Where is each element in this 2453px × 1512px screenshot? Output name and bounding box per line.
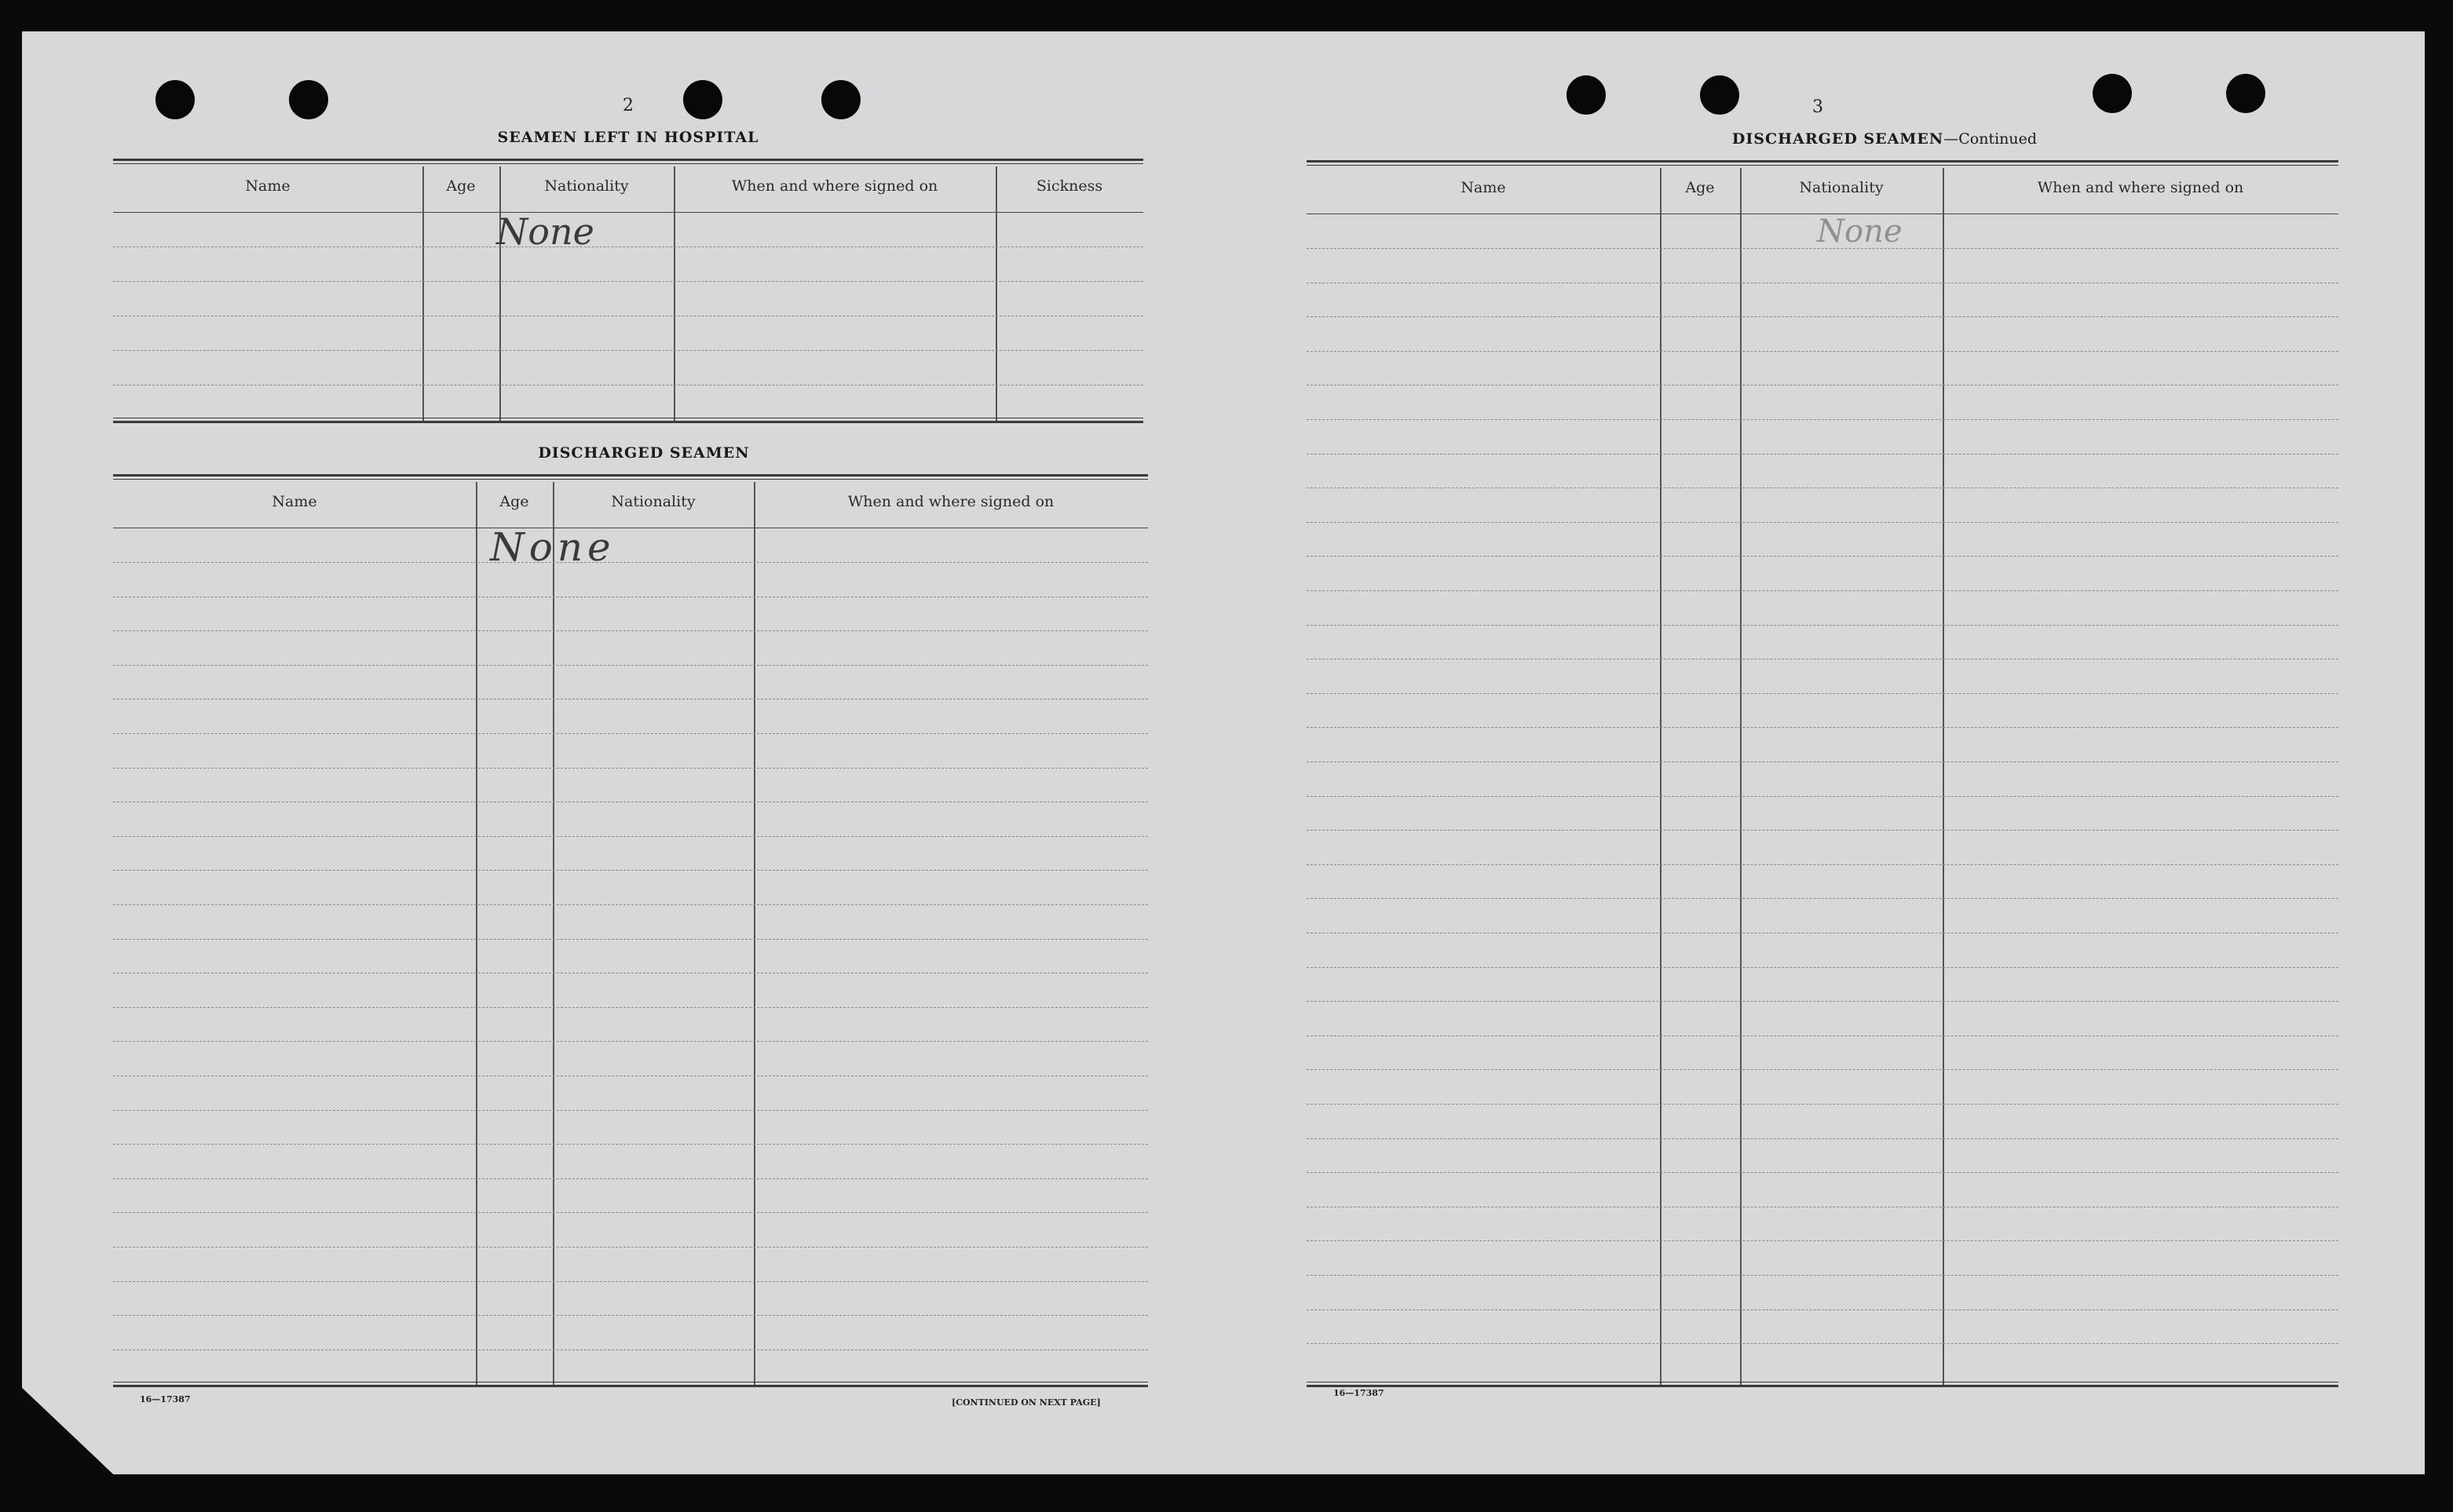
table-top-rule — [1307, 160, 2338, 166]
table-row — [113, 1349, 1148, 1350]
table-row — [1307, 1001, 2338, 1002]
column-header-sickness: Sickness — [1036, 177, 1103, 195]
column-divider — [499, 166, 501, 422]
table-row — [1307, 830, 2338, 831]
table-row — [1307, 967, 2338, 968]
table-row — [1307, 864, 2338, 865]
table-row — [1307, 693, 2338, 694]
column-divider — [754, 482, 755, 1385]
column-divider — [553, 482, 554, 1385]
table-row — [113, 350, 1143, 351]
table-row — [1307, 727, 2338, 728]
page-number-left: 2 — [623, 96, 634, 115]
column-header-age: Age — [499, 493, 529, 510]
table-row — [1307, 590, 2338, 591]
discharged-continued-title — [1618, 130, 2151, 148]
table-row — [113, 281, 1143, 282]
column-divider — [674, 166, 675, 422]
table-row — [1307, 1309, 2338, 1310]
column-divider — [996, 166, 997, 422]
table-row — [113, 630, 1148, 631]
table-row — [1307, 761, 2338, 762]
table-top-rule — [113, 474, 1148, 480]
column-divider — [422, 166, 424, 422]
table-bottom-rule — [113, 1382, 1148, 1387]
table-row — [1307, 796, 2338, 797]
column-header-name: Name — [272, 493, 317, 510]
binder-hole — [289, 80, 328, 119]
table-row — [113, 665, 1148, 666]
table-row — [113, 562, 1148, 563]
table-row — [1307, 556, 2338, 557]
handwritten-entry: None — [496, 210, 594, 253]
table-row — [113, 904, 1148, 905]
handwritten-entry: None — [490, 524, 616, 570]
table-row — [113, 1110, 1148, 1111]
table-row — [113, 836, 1148, 837]
title-main: DISCHARGED SEAMEN — [1731, 130, 1944, 148]
column-divider — [476, 482, 477, 1385]
binder-hole — [155, 80, 195, 119]
table-row — [1307, 316, 2338, 317]
binder-hole — [1566, 75, 1606, 115]
header-rule — [113, 212, 1143, 213]
binder-hole — [2093, 74, 2132, 113]
column-header-nationality: Nationality — [611, 493, 696, 510]
table-row — [1307, 1240, 2338, 1241]
table-row — [1307, 1035, 2338, 1036]
table-row — [113, 1041, 1148, 1042]
title-continued: —Continued — [1943, 130, 2038, 148]
table-bottom-rule — [113, 418, 1143, 423]
table-row — [1307, 1104, 2338, 1105]
table-row — [113, 939, 1148, 940]
table-row — [1307, 898, 2338, 899]
column-header-signed-on: When and where signed on — [2037, 179, 2244, 196]
column-header-name: Name — [1460, 179, 1506, 196]
column-header-nationality: Nationality — [1799, 179, 1884, 196]
table-row — [113, 1144, 1148, 1145]
hospital-table — [113, 159, 1143, 425]
column-header-age: Age — [446, 177, 476, 195]
form-number-right: 16—17387 — [1333, 1388, 1384, 1398]
binder-hole — [821, 80, 861, 119]
form-number-left: 16—17387 — [140, 1394, 191, 1404]
table-row — [113, 733, 1148, 734]
table-row — [113, 1178, 1148, 1179]
table-row — [1307, 1172, 2338, 1173]
table-row — [113, 1281, 1148, 1282]
discharged-continued-table — [1307, 160, 2338, 1390]
table-row — [1307, 1069, 2338, 1070]
table-row — [1307, 522, 2338, 523]
table-top-rule — [113, 159, 1143, 164]
table-row — [1307, 625, 2338, 626]
page-number-right: 3 — [1812, 97, 1823, 117]
table-row — [113, 870, 1148, 871]
discharged-table — [113, 474, 1148, 1390]
discharged-section-title: DISCHARGED SEAMEN — [538, 444, 750, 462]
table-row — [113, 768, 1148, 769]
table-row — [113, 1007, 1148, 1008]
table-row — [1307, 454, 2338, 455]
table-row — [1307, 1275, 2338, 1276]
table-row — [1307, 1138, 2338, 1139]
column-header-name: Name — [245, 177, 291, 195]
hospital-section-title: SEAMEN LEFT IN HOSPITAL — [497, 129, 759, 146]
column-header-age: Age — [1685, 179, 1715, 196]
column-header-signed-on: When and where signed on — [847, 493, 1055, 510]
binder-hole — [683, 80, 722, 119]
column-header-nationality: Nationality — [544, 177, 629, 195]
binder-hole — [1700, 75, 1739, 115]
table-row — [1307, 351, 2338, 352]
table-row — [113, 1212, 1148, 1213]
handwritten-entry: None — [1817, 214, 1903, 250]
table-bottom-rule — [1307, 1382, 2338, 1387]
table-row — [1307, 1343, 2338, 1344]
table-row — [1307, 419, 2338, 420]
continued-note: [CONTINUED ON NEXT PAGE] — [952, 1397, 1101, 1408]
column-header-signed-on: When and where signed on — [731, 177, 938, 195]
binder-hole — [2226, 74, 2265, 113]
table-row — [113, 1315, 1148, 1316]
